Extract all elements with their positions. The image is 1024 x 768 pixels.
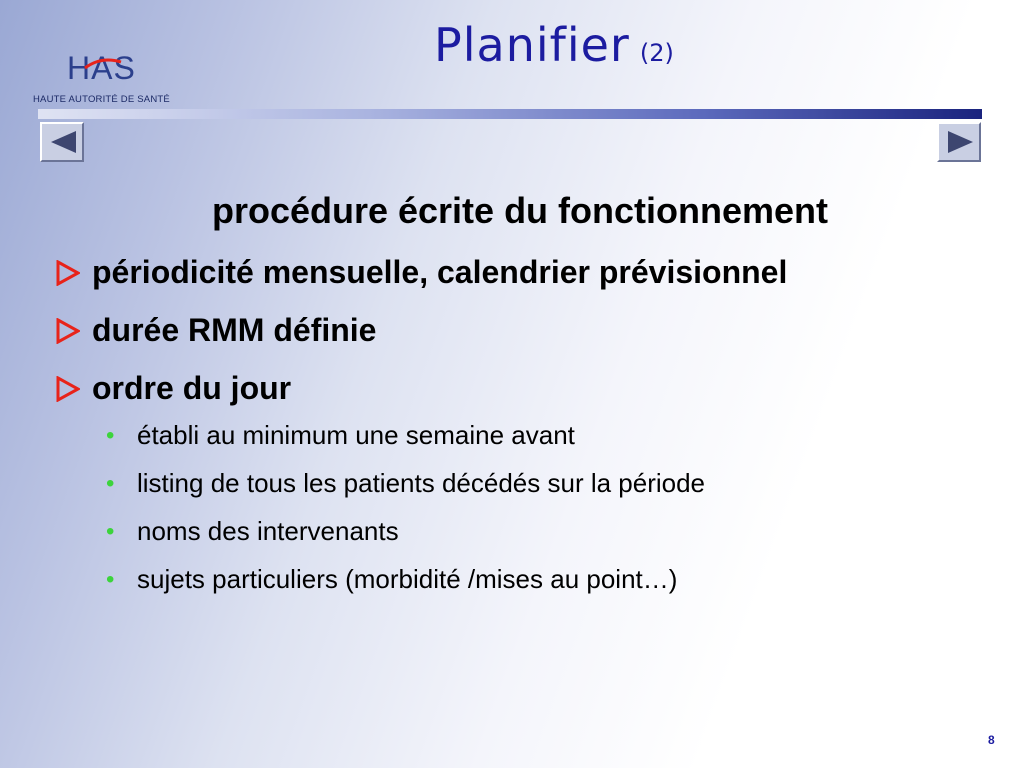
slide-title: [434, 18, 674, 72]
sub-list-item: [56, 468, 1006, 516]
previous-slide-button[interactable]: [40, 122, 84, 162]
arrow-bullet-icon: [56, 376, 80, 402]
dot-bullet-icon: •: [106, 518, 115, 545]
title-main: Planifier: [434, 18, 630, 72]
logo-mark-text: HAS: [67, 50, 136, 86]
arrow-bullet-icon: [56, 318, 80, 344]
has-logo: [33, 50, 183, 110]
bullet-list: [56, 250, 1006, 612]
list-item: [56, 308, 1006, 366]
page-number: 8: [988, 733, 995, 747]
dot-bullet-icon: •: [106, 422, 115, 449]
dot-bullet-icon: •: [106, 470, 115, 497]
sub-bullet-text: sujets particuliers (morbidité /mises au point…): [137, 564, 678, 594]
right-triangle-icon: [945, 129, 975, 155]
dot-bullet-icon: •: [106, 566, 115, 593]
title-sub: (2): [639, 39, 674, 67]
bullet-text: ordre du jour: [92, 370, 292, 406]
left-triangle-icon: [48, 129, 78, 155]
title-underline-bar: [38, 109, 982, 119]
logo-tagline: HAUTE AUTORITÉ DE SANTÉ: [33, 94, 170, 105]
sub-bullet-text: noms des intervenants: [137, 516, 399, 546]
bullet-text: périodicité mensuelle, calendrier prévisionnel: [92, 254, 788, 290]
logo-swoosh-icon: [83, 54, 123, 74]
sub-list-item: [56, 564, 1006, 612]
sub-bullet-text: établi au minimum une semaine avant: [137, 420, 575, 450]
list-item: [56, 366, 1006, 424]
next-slide-button[interactable]: [937, 122, 981, 162]
arrow-bullet-icon: [56, 260, 80, 286]
sub-list-item: [56, 420, 1006, 468]
slide-heading: procédure écrite du fonctionnement: [211, 190, 829, 231]
bullet-text: durée RMM définie: [92, 312, 377, 348]
sub-bullet-text: listing de tous les patients décédés sur la période: [137, 468, 706, 498]
list-item: [56, 250, 1006, 308]
sub-list-item: [56, 516, 1006, 564]
